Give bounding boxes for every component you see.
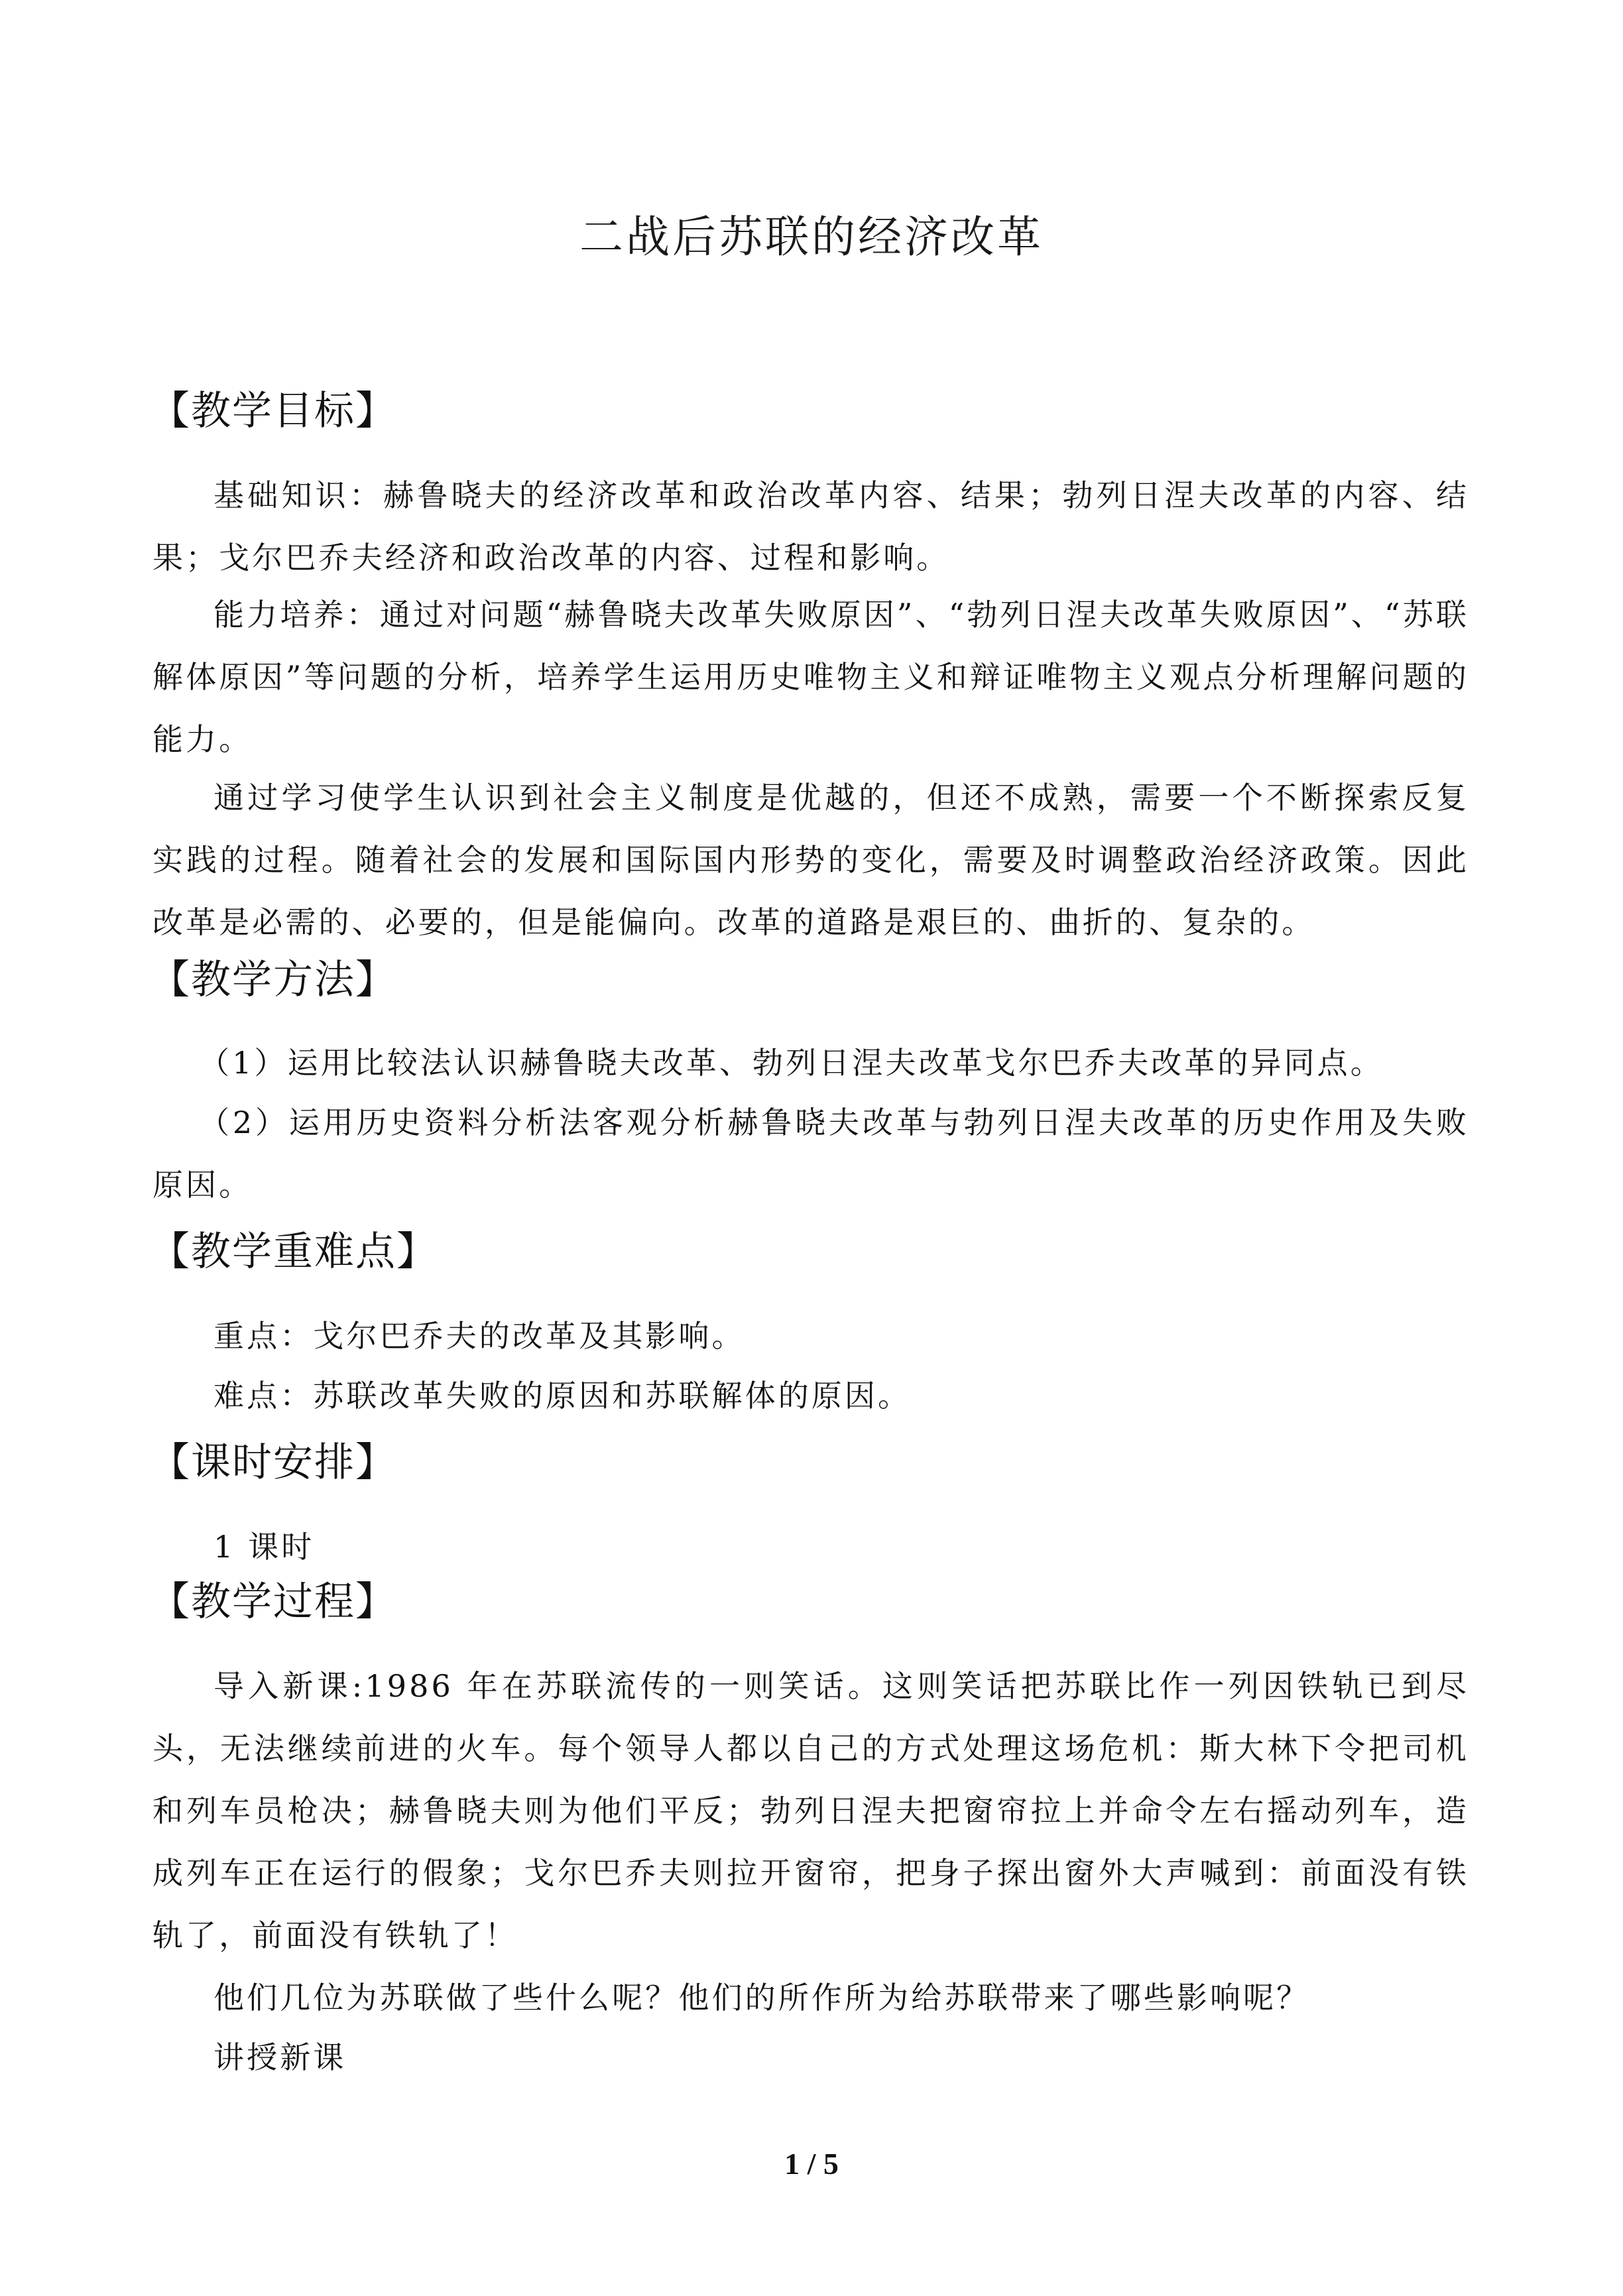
paragraph-basic-knowledge: 基础知识：赫鲁晓夫的经济改革和政治改革内容、结果；勃列日涅夫改革的内容、结果；戈尔巴乔夫经济和政治改革的内容、过程和影响。: [152, 477, 1469, 575]
section-heading-schedule: 【课时安排】: [150, 1439, 396, 1486]
document-title: 二战后苏联的经济改革: [579, 211, 1044, 263]
page-number: 1 / 5: [784, 2147, 839, 2181]
paragraph-introduction-joke: 导入新课:1986 年在苏联流传的一则笑话。这则笑话把苏联比作一列因铁轨已到尽头，无法继续前进的火车。每个领导人都以自己的方式处理这场危机：斯大林下令把司机和列车员枪决；赫鲁晓夫则为他们平反；勃列日涅夫把窗帘拉上并命令左右摇动列车，造成列车正在运行的假象；戈尔巴乔夫则拉开窗帘，把身子探出窗外大声喊到：前面没有铁轨了，前面没有铁轨了！: [152, 1668, 1469, 1953]
paragraph-ability-training: 能力培养：通过对问题“赫鲁晓夫改革失败原因”、“勃列日涅夫改革失败原因”、“苏联解体原因”等问题的分析，培养学生运用历史唯物主义和辩证唯物主义观点分析理解问题的能力。: [152, 597, 1469, 757]
section-heading-objectives: 【教学目标】: [150, 388, 396, 434]
paragraph-schedule: 1 课时: [213, 1529, 315, 1565]
paragraph-method-1: （1）运用比较法认识赫鲁晓夫改革、勃列日涅夫改革戈尔巴乔夫改革的异同点。: [199, 1045, 1384, 1081]
paragraph-new-lesson: 讲授新课: [213, 2039, 347, 2075]
section-heading-process: 【教学过程】: [150, 1579, 396, 1625]
paragraph-method-2: （2）运用历史资料分析法客观分析赫鲁晓夫改革与勃列日涅夫改革的历史作用及失败原因。: [152, 1105, 1469, 1203]
section-heading-methods: 【教学方法】: [150, 957, 396, 1003]
paragraph-learning-goal: 通过学习使学生认识到社会主义制度是优越的，但还不成熟，需要一个不断探索反复实践的过程。随着社会的发展和国际国内形势的变化，需要及时调整政治经济政策。因此改革是必需的、必要的，但是能偏向。改革的道路是艰巨的、曲折的、复杂的。: [152, 780, 1469, 940]
paragraph-key-point: 重点：戈尔巴乔夫的改革及其影响。: [213, 1318, 745, 1354]
section-heading-key-points: 【教学重难点】: [150, 1229, 438, 1275]
paragraph-difficult-point: 难点：苏联改革失败的原因和苏联解体的原因。: [213, 1378, 912, 1414]
paragraph-questions: 他们几位为苏联做了些什么呢？他们的所作所为给苏联带来了哪些影响呢？: [213, 1980, 1310, 2016]
